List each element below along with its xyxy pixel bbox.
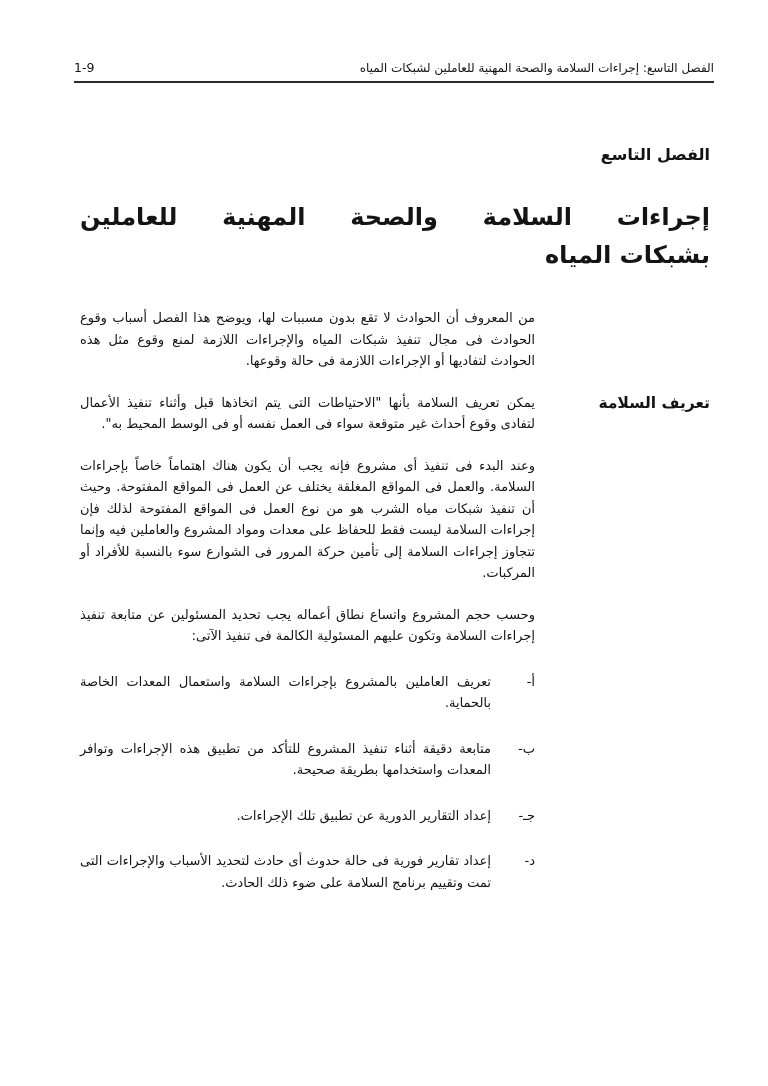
list-item [80, 851, 535, 894]
page-content [80, 145, 710, 894]
list-item-marker: جـ- [518, 808, 535, 824]
list-item-marker: د- [524, 854, 535, 869]
safety-definition-section [80, 393, 710, 436]
start-work-paragraph: وعند البدء فى تنفيذ أى مشروع فإنه يجب أن يكون هناك اهتماماً خاصاً بإجراءات السلامة. والعمل فى المواقع المغلقة يختلف عن العمل فى المواقع المفتوحة. وحيث أن تنفيذ شبكات مياه الشرب هو من نوع العمل فى المواقع المفتوحة لذلك فإن إجراءات السلامة ليست فقط للحفاظ على معدات ومواد المشروع والعاملين فيه وإنما تتجاوز إجراءات السلامة إلى تأمين حركة المرور فى الشوارع سوء بالنسبة للأفراد أو المركبات. [80, 458, 535, 581]
list-item [80, 672, 535, 715]
chapter-label: الفصل التاسع [600, 145, 710, 164]
list-item-a-row [80, 672, 710, 715]
responsibility-paragraph: وحسب حجم المشروع واتساع نطاق أعماله يجب تحديد المسئولين عن متابعة تنفيذ إجراءات السلامة وتكون عليهم المسئولية الكالمة فى تنفيذ الآتى: [80, 607, 535, 644]
safety-definition-paragraph: يمكن تعريف السلامة بأنها "الاحتياطات التى يتم اتخاذها قبل وأثناء تنفيذ الأعمال لتفادى وقوع أحداث غير متوقعة سواء فى العمل نفسه أو فى الوسط المحيط به". [80, 395, 535, 432]
list-item-text: إعداد تقارير فورية فى حالة حدوث أى حادث لتحديد الأسباب والإجراءات التى تمت وتقييم برنامج السلامة على ضوء ذلك الحادث. [80, 854, 491, 891]
intro-paragraph: من المعروف أن الحوادث لا تقع بدون مسببات لها، ويوضح هذا الفصل أسباب وقوع الحوادث فى مجال تنفيذ شبكات المياه والإجراءات اللازمة لمنع وقوع مثل هذه الحوادث لتفاديها أو الإجراءات اللازمة فى حالة وقوعها. [80, 311, 535, 369]
list-item-c-row [80, 806, 710, 828]
list-item-d-row [80, 851, 710, 894]
list-item-marker: أ- [526, 674, 535, 690]
list-item-text: تعريف العاملين بالمشروع بإجراءات السلامة واستعمال المعدات الخاصة بالحماية. [80, 674, 491, 711]
intro-side-spacer [558, 308, 710, 373]
document-title [80, 198, 710, 274]
start-work-side-spacer [558, 456, 710, 585]
running-header [74, 0, 714, 83]
safety-definition-heading: تعريف السلامة [598, 393, 710, 412]
list-item [80, 806, 535, 828]
list-item-b-row [80, 739, 710, 782]
responsibility-side-spacer [558, 605, 710, 648]
list-item-text: متابعة دقيقة أثناء تنفيذ المشروع للتأكد من تطبيق هذه الإجراءات وتوافر المعدات واستخدامها بطريقة صحيحة. [80, 741, 491, 778]
list-item-text: إعداد التقارير الدورية عن تطبيق تلك الإجراءات. [236, 808, 491, 824]
document-title-line2: بشبكات المياه [545, 241, 710, 269]
intro-section [80, 308, 710, 373]
start-work-section [80, 456, 710, 585]
page-number: 1-9 [74, 60, 95, 75]
document-title-line1: إجراءات السلامة والصحة المهنية للعاملين [80, 203, 710, 231]
list-item [80, 739, 535, 782]
list-item-marker: ب- [518, 741, 535, 757]
responsibility-section [80, 605, 710, 648]
running-header-title: الفصل التاسع: إجراءات السلامة والصحة المهنية للعاملين لشبكات المياه [359, 61, 714, 75]
